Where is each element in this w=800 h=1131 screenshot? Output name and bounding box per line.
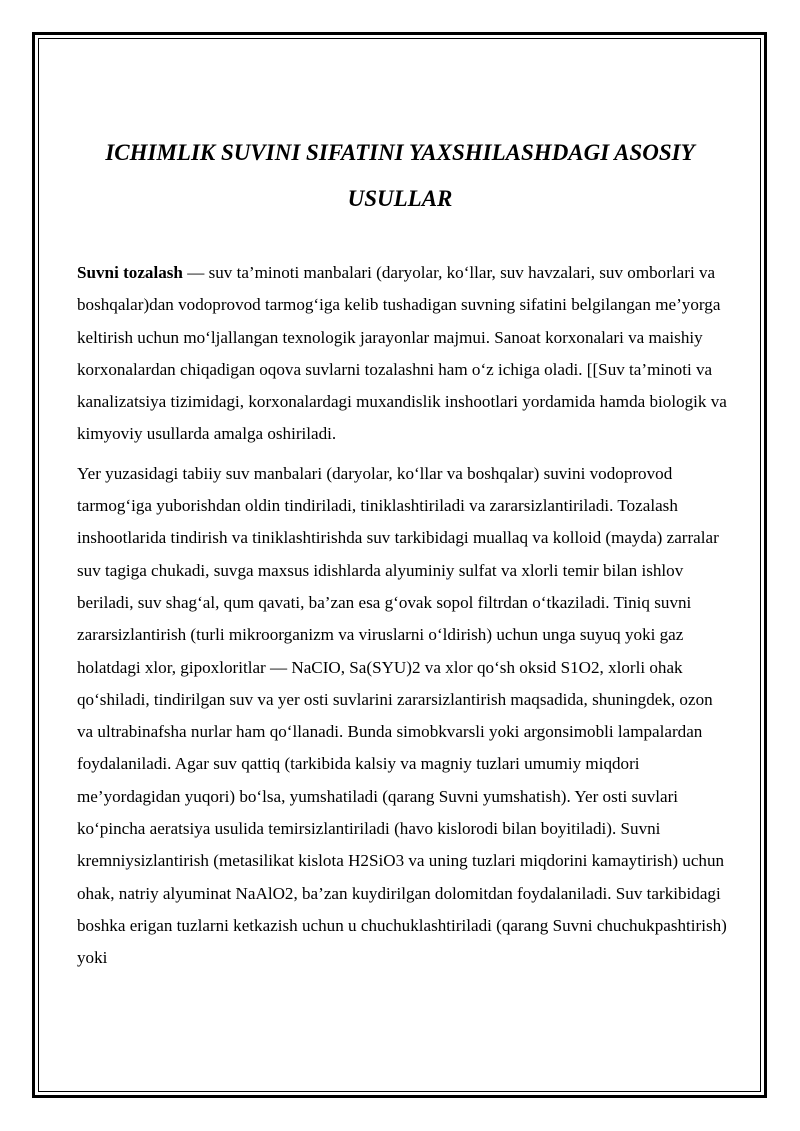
document-title: ICHIMLIK SUVINI SIFATINI YAXSHILASHDAGI ASOSIY USULLAR xyxy=(105,140,695,211)
paragraph-methods: Yer yuzasidagi tabiiy suv manbalari (daryolar, ko‘llar va boshqalar) suvini vodoprovod tarmog‘iga yuborishdan oldin tindiriladi, tiniklashtiriladi va zararsizlantiriladi. Tozalash inshootlarida tindirish va tiniklashtirishda suv tarkibidagi muallaq va kolloid (mayda) zarralar suv tagiga chukadi, suvga maxsus idishlarda alyuminiy sulfat va xlorli temir bilan ishlov beriladi, suv shag‘al, qum qavati, ba’zan esa g‘ovak sopol filtrdan o‘tkaziladi. Tiniq suvni zararsizlantirish (turli mikroorganizm va viruslarni o‘ldirish) uchun unga suyuq yoki gaz holatdagi xlor, gipoxloritlar — NaCIO, Sa(SYU)2 va xlor qo‘sh oksid S1O2, xlorli ohak qo‘shiladi, tindirilgan suv va yer osti suvlarini zararsizlantirish maqsadida, shuningdek, ozon va ultrabinafsha nurlar ham qo‘llanadi. Bunda simobkvarsli yoki argonsimobli lampalardan foydalaniladi. Agar suv qattiq (tarkibida kalsiy va magniy tuzlari umumiy miqdori me’yordagidan yuqori) bo‘lsa, yumshatiladi (qarang Suvni yumshatish). Yer osti suvlari ko‘pincha aeratsiya usulida temirsizlantiriladi (havo kislorodi bilan boyitiladi). Suvni kremniysizlantirish (metasilikat kislota H2SiO3 va uning tuzlari miqdorini kamaytirish) uchun ohak, natriy alyuminat NaAlO2, ba’zan kuydirilgan dolomitdan foydalaniladi. Suv tarkibidagi boshka erigan tuzlarni ketkazish uchun u chuchuklashtiriladi (qarang Suvni chuchukpashtirish) yoki xyxy=(77,463,727,968)
definition-text: — suv ta’minoti manbalari (daryolar, ko‘llar, suv havzalari, suv omborlari va boshqalar)dan vodoprovod tarmog‘iga kelib tushadigan suvning sifatini belgilangan me’yorga keltirish uchun mo‘ljallangan texnologik jarayonlar majmui. Sanoat korxonalari va maishiy korxonalardan chiqadigan oqova suvlarni tozalashni ham o‘z ichiga oladi. [[Suv ta’minoti va kanalizatsiya tizimidagi, korxonalardagi muxandislik inshootlari yordamida hamda biologik va kimyoviy usullarda amalga oshiriladi. xyxy=(77,263,727,444)
definition-term: Suvni tozalash xyxy=(77,263,183,282)
document-body xyxy=(77,257,727,982)
paragraph-definition xyxy=(77,257,727,451)
